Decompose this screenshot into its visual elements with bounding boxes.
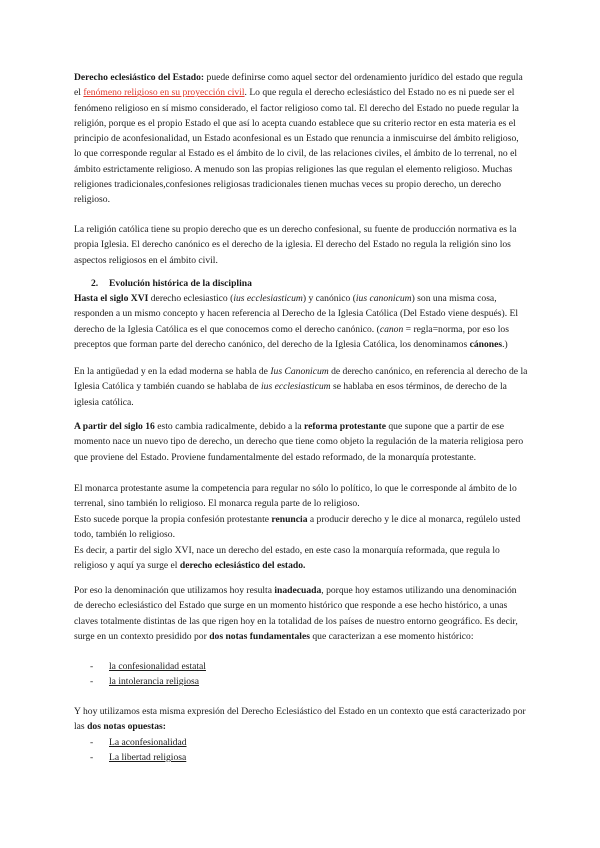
text-run: Es decir, a partir del siglo XVI, nace un derecho del estado, en este caso la monarquía reformada, que regula lo religioso y aquí ya surge el xyxy=(74,545,500,572)
highlighted-phrase-link[interactable]: fenómeno religioso en su proyección civil xyxy=(83,87,245,99)
list-bullet: - xyxy=(90,737,94,748)
lead-bold: Hasta el siglo XVI xyxy=(74,293,149,304)
paragraph-antiguedad xyxy=(74,364,528,410)
paragraph-definition xyxy=(74,70,528,208)
italic-term: ius ecclesiasticum xyxy=(233,293,303,304)
text-run: esto cambia radicalmente, debido a la xyxy=(154,421,305,432)
text-run: Y hoy utilizamos esta misma expresión del Derecho Eclesiástico del Estado en un contexto que está caracterizado por las xyxy=(74,706,526,733)
list-item-text: la intolerancia religiosa xyxy=(109,676,200,687)
list-item xyxy=(90,674,199,689)
text-run: .) xyxy=(502,338,508,350)
bold-term: derecho eclesiástico del estado. xyxy=(179,560,306,572)
term-derecho-eclesiastico: Derecho eclesiástico del Estado: xyxy=(74,72,205,83)
paragraph-renuncia xyxy=(74,512,528,543)
section-title: Evolución histórica de la disciplina xyxy=(109,278,252,289)
italic-term: canon xyxy=(379,323,404,335)
text-run: derecho eclesiastico ( xyxy=(148,293,234,304)
bold-term: dos notas fundamentales xyxy=(209,630,310,642)
list-bullet: - xyxy=(90,676,94,687)
text-run: ) y canónico ( xyxy=(302,293,356,304)
list-item xyxy=(90,659,206,674)
text-run: Por eso la denominación que utilizamos hoy resulta xyxy=(74,585,275,596)
text-run: que supone que a partir de ese momento nace un nuevo tipo de derecho, un derecho que tiene como objeto la regulación de la materia religiosa pero que proviene del Estado. Proviene fundamentalmente del estado reformado, de la monarquía protestante. xyxy=(74,421,524,463)
bold-term: reforma protestante xyxy=(304,421,386,432)
text-run: Esto sucede porque la propia confesión protestante xyxy=(74,514,272,525)
text-run: de derecho canónico, en referencia al derecho de la Iglesia Católica y también cuando se hablaba de xyxy=(74,366,528,393)
text-run: que caracterizan a ese momento histórico: xyxy=(309,630,474,642)
paragraph-monarca: El monarca protestante asume la competencia para regular no sólo lo político, lo que le corresponde al ámbito de lo terrenal, sino también lo religioso. El monarca regula parte de lo religioso. xyxy=(74,483,517,510)
list-item xyxy=(90,750,186,765)
italic-term: Ius Canonicum xyxy=(270,366,329,377)
text-run: = regla=norma, por eso los preceptos que forman parte del derecho canónico, del derecho de la Iglesia Católica, los denominamos xyxy=(74,323,509,350)
list-item-text: La aconfesionalidad xyxy=(109,737,187,748)
bold-term: cánones xyxy=(469,338,503,350)
section-number: 2. xyxy=(91,278,99,289)
text-run: En la antigüedad y en la edad moderna se habla de xyxy=(74,366,271,377)
bold-term: inadecuada xyxy=(274,585,322,596)
paragraph-siglo-16 xyxy=(74,419,528,465)
list-item-text: la confesionalidad estatal xyxy=(109,661,206,672)
text-run: se hablaba en esos términos, de derecho de la iglesia católica. xyxy=(74,381,507,408)
text-run: . Lo que regula el derecho eclesiástico del Estado no es ni puede ser el fenómeno religioso en sí mismo considerado, el factor religioso como tal. El derecho del Estado no puede regular la religión, porque es el propio Estado el que así lo acepta cuando establece que su criterio rector en esta materia es el principio de aconfesionalidad, un Estado aconfesional es un Estado que renuncia a inmiscuirse del ámbito religioso, lo que corresponde regular al Estado es el ámbito de lo civil, de las relaciones civiles, el ámbito de lo terrenal, no el ámbito estrictamente religioso. A menudo son las propias religiones las que regulan el elemento religioso. Muchas religiones tradicionales,confesiones religiosas tradicionales tienen muchas veces su propio derecho, un derecho religioso. xyxy=(74,87,519,206)
bold-term: dos notas opuestas: xyxy=(87,721,166,733)
list-item xyxy=(90,735,187,750)
list-item-text: La libertad religiosa xyxy=(109,752,187,763)
paragraph-es-decir xyxy=(74,543,528,574)
text-run: ) son una misma cosa, responden a un mismo concepto y hacen referencia al Derecho de la Iglesia Católica (Del Estado viene después). El derecho de la Iglesia Católica es el que conocemos como el derecho canónico. ( xyxy=(74,293,519,335)
list-bullet: - xyxy=(90,661,94,672)
text-run: , porque hoy estamos utilizando una denominación de derecho eclesiástico del Estado que surge en un momento histórico que responde a ese hecho histórico, a unas claves totalmente distintas de las que rigen hoy en la totalidad de los países de nuestro entorno geográfico. Es decir, surge en un contexto presidido por xyxy=(74,585,518,642)
italic-term: ius ecclesiasticum xyxy=(261,381,331,393)
paragraph-denominacion xyxy=(74,583,528,644)
bold-term: renuncia xyxy=(271,514,308,525)
text-run: a producir derecho y le dice al monarca, regúlelo usted todo, también lo religioso. xyxy=(74,514,521,541)
list-bullet: - xyxy=(90,752,94,763)
paragraph-hoy-utilizamos xyxy=(74,704,528,735)
section-heading xyxy=(91,276,252,291)
italic-term: ius canonicum xyxy=(355,293,412,304)
text-run: puede definirse como aquel sector del ordenamiento jurídico del estado que regula el xyxy=(74,72,523,99)
lead-bold: A partir del siglo 16 xyxy=(74,421,155,432)
paragraph-hasta-siglo-xvi xyxy=(74,291,528,352)
paragraph-religion-catolica: La religión católica tiene su propio derecho que es un derecho confesional, su fuente de producción normativa es la propia Iglesia. El derecho canónico es el derecho de la iglesia. El derecho del Estado no regula la religión sino los aspectos religiosos en el ámbito civil. xyxy=(74,224,517,266)
